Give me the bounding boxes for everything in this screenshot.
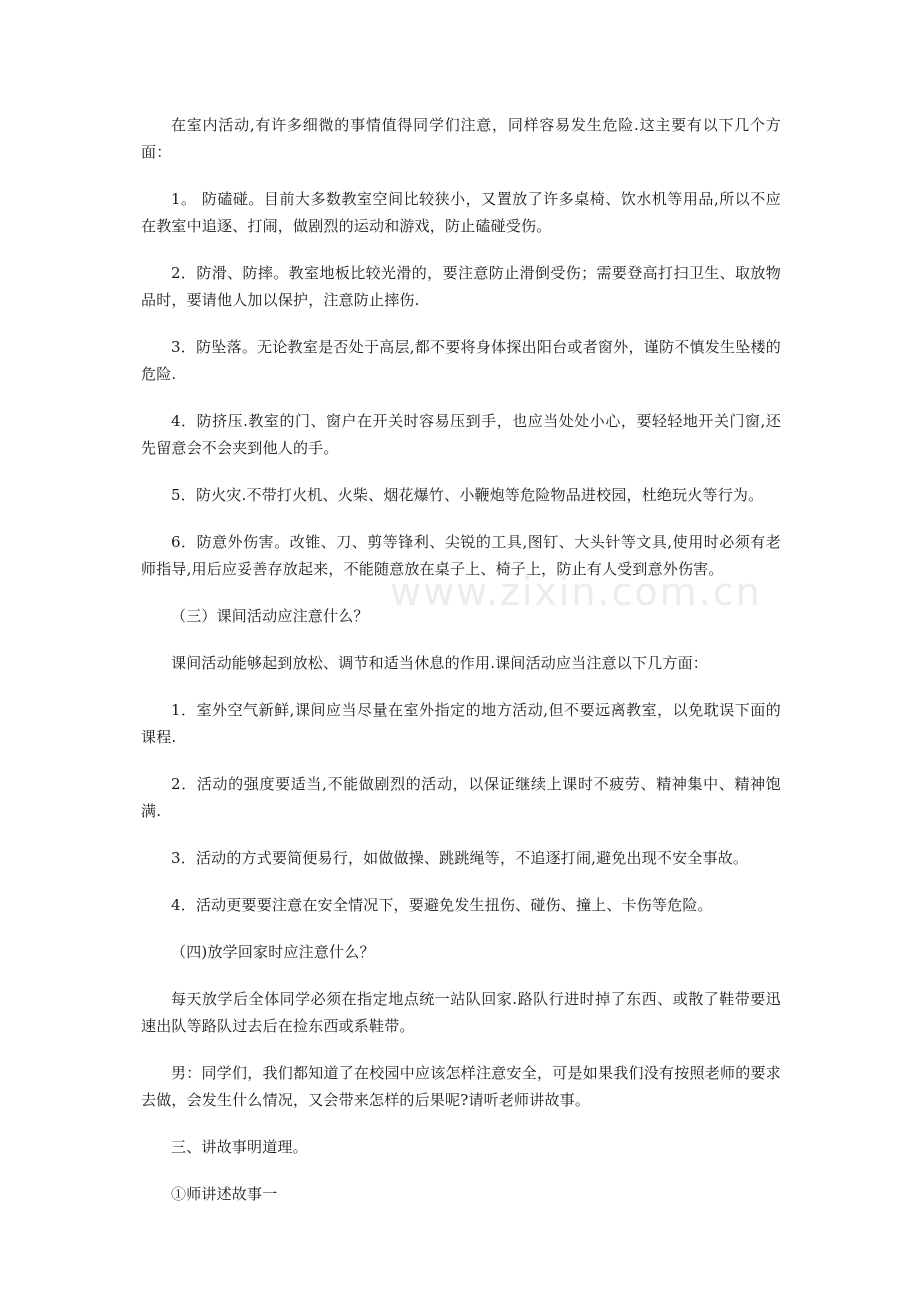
paragraph-boy-speaker: 男：同学们，我们都知道了在校园中应该怎样注意安全，可是如果我们没有按照老师的要求去做，会发生什么情况，又会带来怎样的后果呢?请听老师讲故事。 <box>141 1064 781 1109</box>
section-heading-4: （四)放学回家时应注意什么？ <box>171 943 375 961</box>
paragraph-intro: 在室内活动,有许多细微的事情值得同学们注意，同样容易发生危险.这主要有以下几个方面： <box>141 116 781 161</box>
paragraph-story-1: ①师讲述故事一 <box>171 1185 278 1203</box>
watermark: www.zixin.com.cn <box>390 570 762 614</box>
paragraph-break-4: 4．活动更要要注意在安全情况下，要避免发生扭伤、碰伤、撞上、卡伤等危险。 <box>171 896 713 914</box>
paragraph-break-intro: 课间活动能够起到放松、调节和适当休息的作用.课间活动应当注意以下几方面： <box>171 654 708 672</box>
section-heading-story: 三、讲故事明道理。 <box>171 1138 308 1156</box>
paragraph-item-6: 6．防意外伤害。改锥、刀、剪等锋利、尖锐的工具,图钉、大头针等文具,使用时必须有老师指导,用后应妥善存放起来，不能随意放在桌子上、椅子上，防止有人受到意外伤害。 <box>141 533 781 578</box>
paragraph-item-2: 2．防滑、防摔。教室地板比较光滑的，要注意防止滑倒受伤；需要登高打扫卫生、取放物品时，要请他人加以保护，注意防止摔伤. <box>141 264 781 309</box>
paragraph-item-3: 3．防坠落。无论教室是否处于高层,都不要将身体探出阳台或者窗外，谨防不慎发生坠楼的危险. <box>141 338 781 383</box>
paragraph-break-2: 2．活动的强度要适当,不能做剧烈的活动，以保证继续上课时不疲劳、精神集中、精神饱满. <box>141 775 781 820</box>
paragraph-item-4: 4．防挤压.教室的门、窗户在开关时容易压到手，也应当处处小心，要轻轻地开关门窗,还先留意会不会夹到他人的手。 <box>141 412 781 457</box>
section-heading-3: （三）课间活动应注意什么？ <box>171 607 369 625</box>
paragraph-item-1: 1。 防磕碰。目前大多数教室空间比较狭小，又置放了许多桌椅、饮水机等用品,所以不应在教室中追逐、打闹，做剧烈的运动和游戏，防止磕碰受伤。 <box>141 190 781 235</box>
document-body <box>141 112 781 1228</box>
paragraph-break-1: 1．室外空气新鲜,课间应当尽量在室外指定的地方活动,但不要远离教室，以免耽误下面的课程. <box>141 701 781 746</box>
paragraph-break-3: 3．活动的方式要简便易行，如做做操、跳跳绳等，不追逐打闹,避免出现不安全事故。 <box>171 849 749 867</box>
paragraph-item-5: 5．防火灾.不带打火机、火柴、烟花爆竹、小鞭炮等危险物品进校园，杜绝玩火等行为。 <box>171 486 764 504</box>
paragraph-dismissal: 每天放学后全体同学必须在指定地点统一站队回家.路队行进时掉了东西、或散了鞋带要迅速出队等路队过去后在捡东西或系鞋带。 <box>141 990 781 1035</box>
